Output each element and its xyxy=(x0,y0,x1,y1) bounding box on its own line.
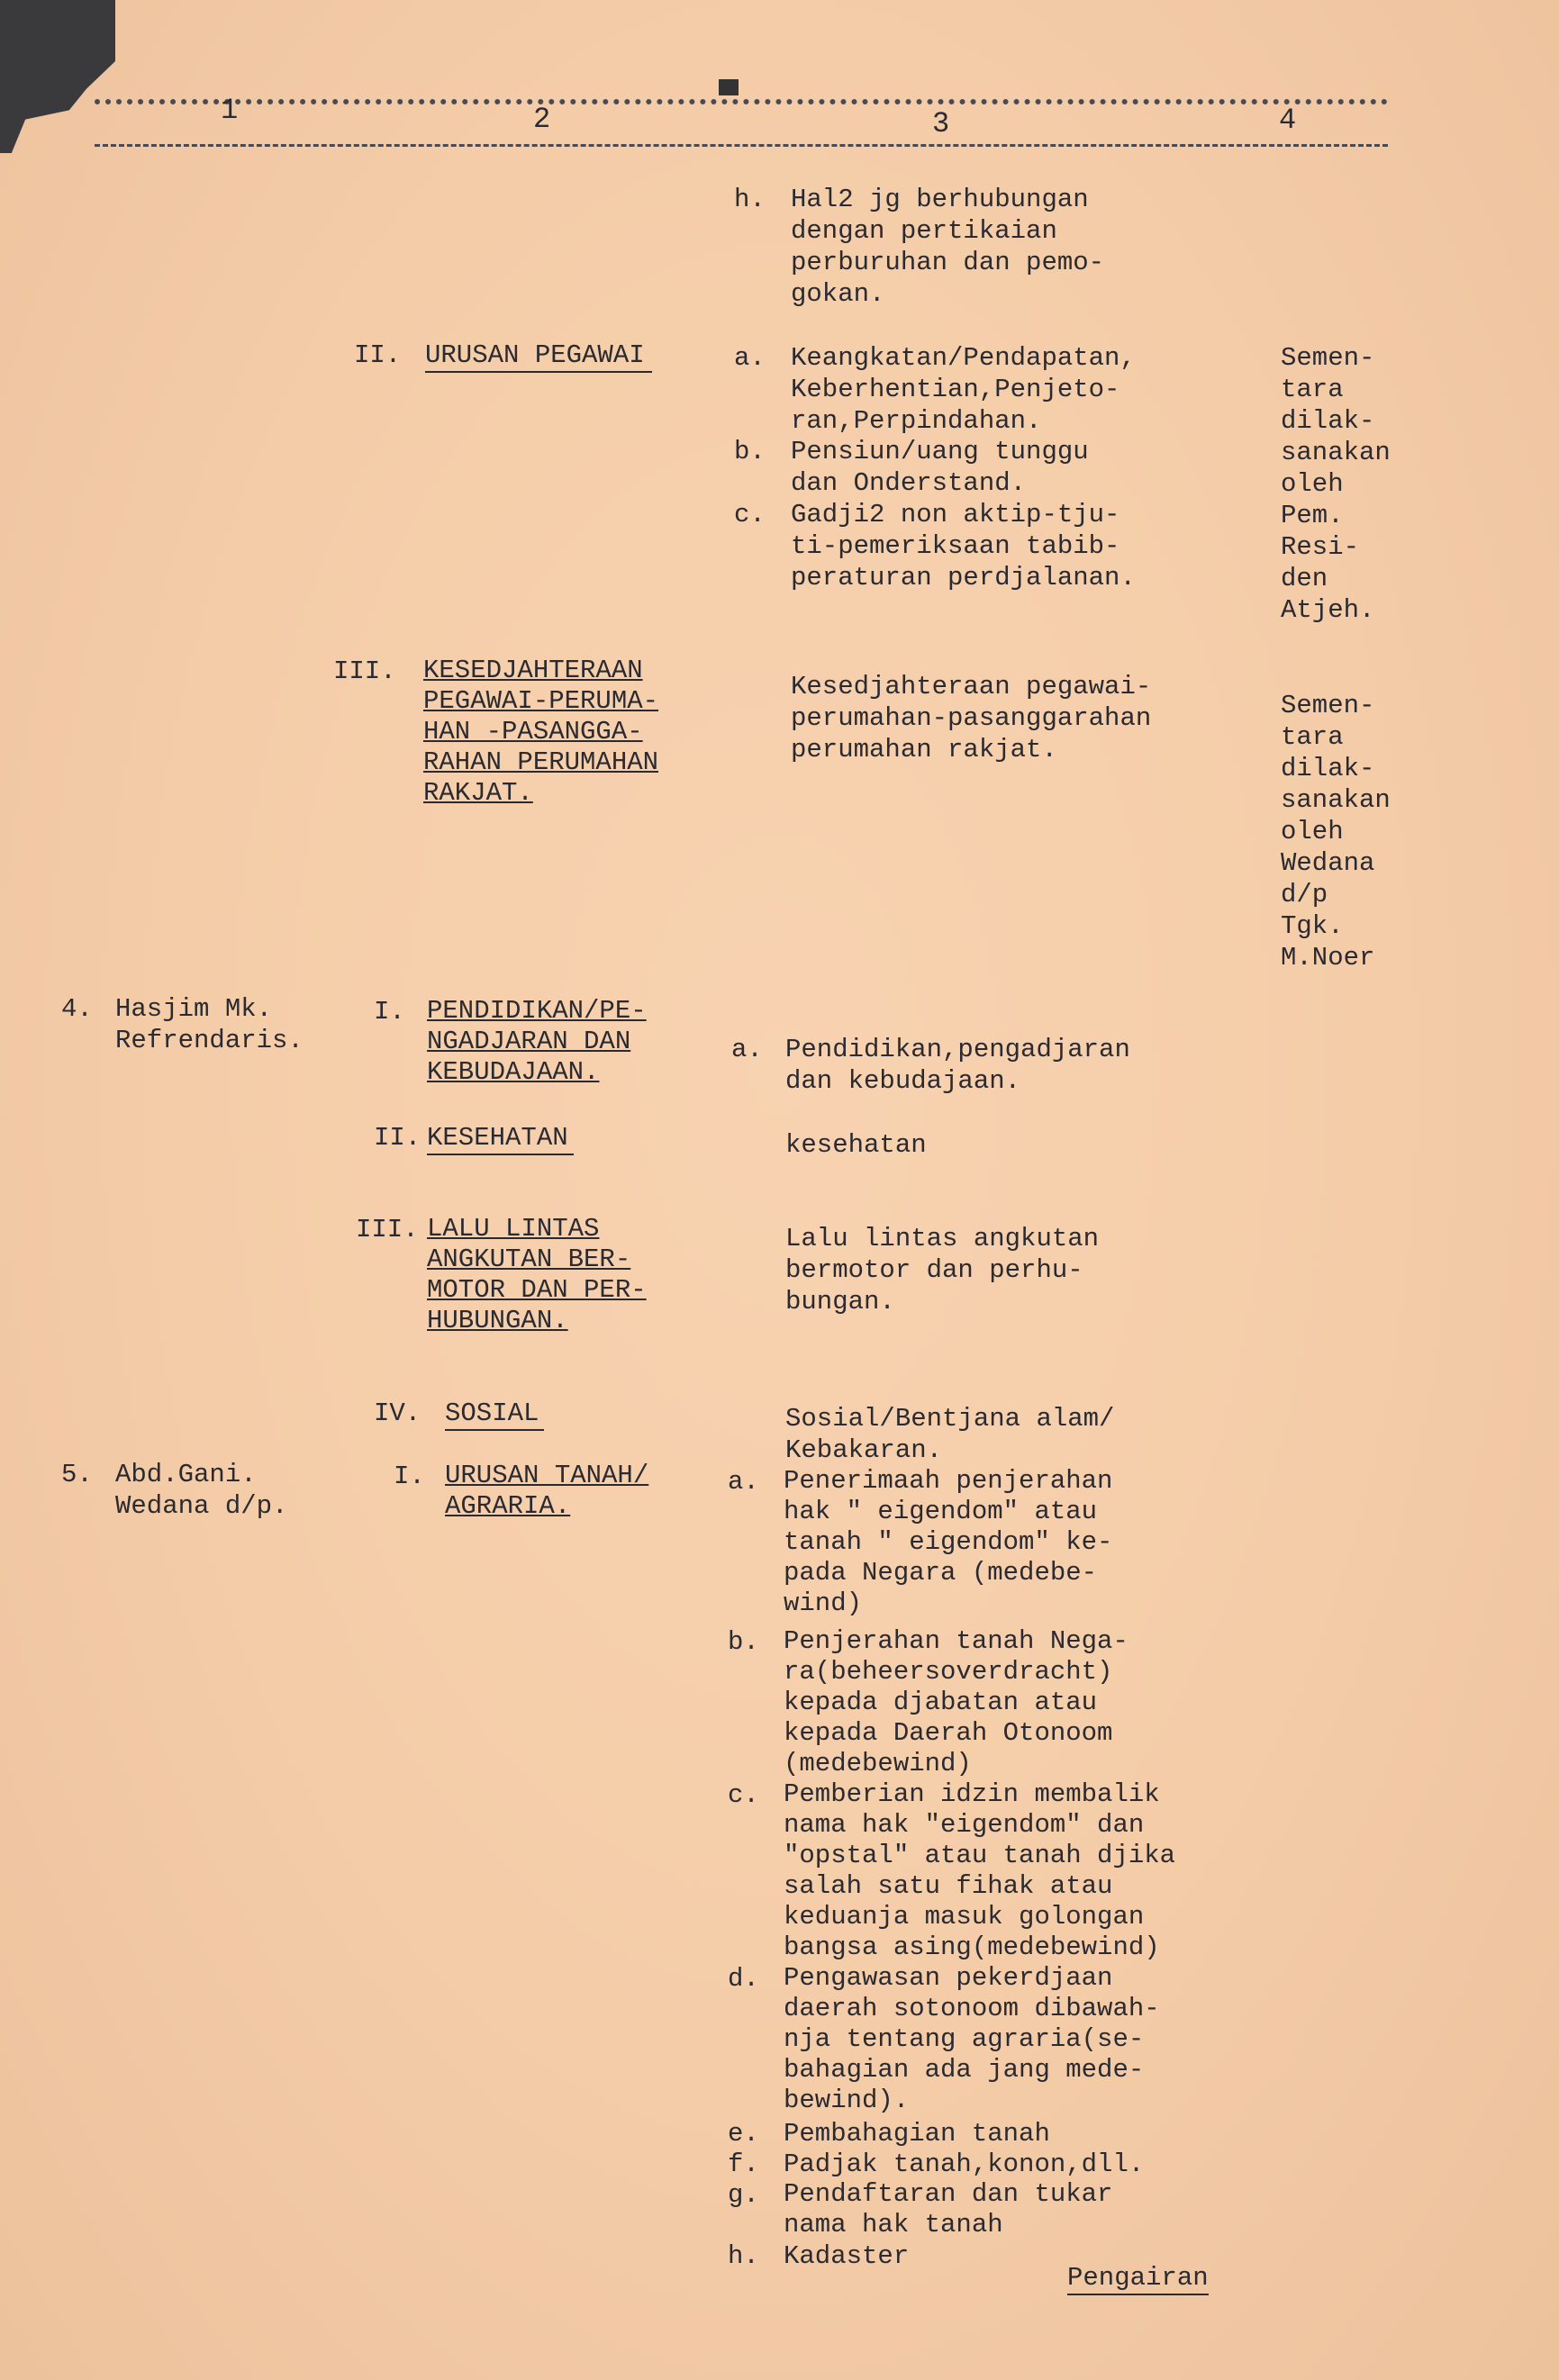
item-letter: h. xyxy=(734,185,766,214)
item-text: Pembahagian tanah xyxy=(784,2119,1050,2149)
section-description: kesehatan xyxy=(785,1130,927,1160)
section-title: LALU LINTAS ANGKUTAN BER- MOTOR DAN PER- HUBUNGAN. xyxy=(427,1214,647,1335)
header-rule-bottom xyxy=(95,144,1388,147)
item-letter: a. xyxy=(734,343,766,373)
column-number-1: 1 xyxy=(221,94,239,127)
official-number: 4. xyxy=(61,994,93,1024)
item-letter: c. xyxy=(734,500,766,529)
item-text: Pengawasan pekerdjaan daerah sotonoom dibawah- nja tentang agraria(se- bahagian ada jang mede- bewind). xyxy=(784,1963,1160,2115)
item-text: Penerimaah penjerahan hak " eigendom" atau tanah " eigendom" ke- pada Negara (medebe- wind) xyxy=(784,1466,1113,1618)
item-letter: c. xyxy=(728,1780,759,1810)
item-letter: e. xyxy=(728,2119,759,2149)
column-number-3: 3 xyxy=(932,107,950,140)
item-text: Padjak tanah,konon,dll. xyxy=(784,2149,1145,2179)
item-text: Gadji2 non aktip-tju- ti-pemeriksaan tabib- peraturan perdjalanan. xyxy=(791,500,1136,593)
item-letter: a. xyxy=(728,1467,759,1497)
section-number: IV. xyxy=(374,1398,421,1428)
section-number: III. xyxy=(356,1215,419,1244)
section-number: I. xyxy=(394,1461,425,1491)
section-description: Lalu lintas angkutan bermotor dan perhu- bungan. xyxy=(785,1224,1100,1317)
section-description: Kesedjahteraan pegawai- perumahan-pasanggarahan perumahan rakjat. xyxy=(791,672,1152,765)
item-letter: d. xyxy=(728,1964,759,1994)
section-title: KESEHATAN xyxy=(427,1122,574,1155)
item-text: Pemberian idzin membalik nama hak "eigendom" dan "opstal" atau tanah djika salah satu fihak atau keduanja masuk golongan bangsa asing(medebewind) xyxy=(784,1779,1176,1962)
official-name: Abd.Gani. Wedana d/p. xyxy=(115,1460,288,1521)
item-text: Keangkatan/Pendapatan, Keberhentian,Penjeto- ran,Perpindahan. xyxy=(791,343,1136,436)
section-number: I. xyxy=(374,997,405,1027)
item-text: Penjerahan tanah Nega- ra(beheersoverdracht) kepada djabatan atau kepada Daerah Otonoom (medebewind) xyxy=(784,1626,1128,1778)
section-title: KESEDJAHTERAAN PEGAWAI-PERUMA- HAN -PASANGGA- RAHAN PERUMAHAN RAKJAT. xyxy=(423,656,659,808)
section-title: URUSAN PEGAWAI xyxy=(425,339,652,373)
item-letter: a. xyxy=(731,1035,763,1064)
section-number: II. xyxy=(374,1123,421,1153)
item-text: Hal2 jg berhubungan dengan pertikaian perburuhan dan pemo- gokan. xyxy=(791,185,1105,309)
section-number: III. xyxy=(333,656,396,686)
remark-note: Semen- tara dilak- sanakan oleh Wedana d/p Tgk. M.Noer xyxy=(1281,691,1391,973)
next-page-catchword: Pengairan xyxy=(1067,2262,1209,2295)
item-letter: b. xyxy=(734,437,766,466)
official-name: Hasjim Mk. Refrendaris. xyxy=(115,994,304,1055)
section-title: URUSAN TANAH/ AGRARIA. xyxy=(445,1461,649,1521)
header-rule-top xyxy=(95,99,1388,104)
item-text: Pensiun/uang tunggu dan Onderstand. xyxy=(791,437,1089,498)
item-letter: h. xyxy=(728,2241,759,2271)
official-number: 5. xyxy=(61,1460,93,1489)
section-description: Pendidikan,pengadjaran dan kebudajaan. xyxy=(785,1035,1130,1096)
section-title: PENDIDIKAN/PE- NGADJARAN DAN KEBUDAJAAN. xyxy=(427,996,647,1087)
section-description: Sosial/Bentjana alam/ Kebakaran. xyxy=(785,1404,1115,1465)
section-number: II. xyxy=(354,340,402,370)
column-number-2: 2 xyxy=(533,103,551,136)
remark-note: Semen- tara dilak- sanakan oleh Pem. Resi- den Atjeh. xyxy=(1281,343,1391,625)
item-letter: g. xyxy=(728,2180,759,2210)
item-letter: f. xyxy=(728,2149,759,2179)
column-number-4: 4 xyxy=(1279,104,1297,137)
item-text: Kadaster xyxy=(784,2241,910,2271)
item-text: Pendaftaran dan tukar nama hak tanah xyxy=(784,2179,1113,2240)
item-letter: b. xyxy=(728,1627,759,1657)
torn-corner xyxy=(0,0,115,153)
section-title: SOSIAL xyxy=(445,1398,544,1431)
